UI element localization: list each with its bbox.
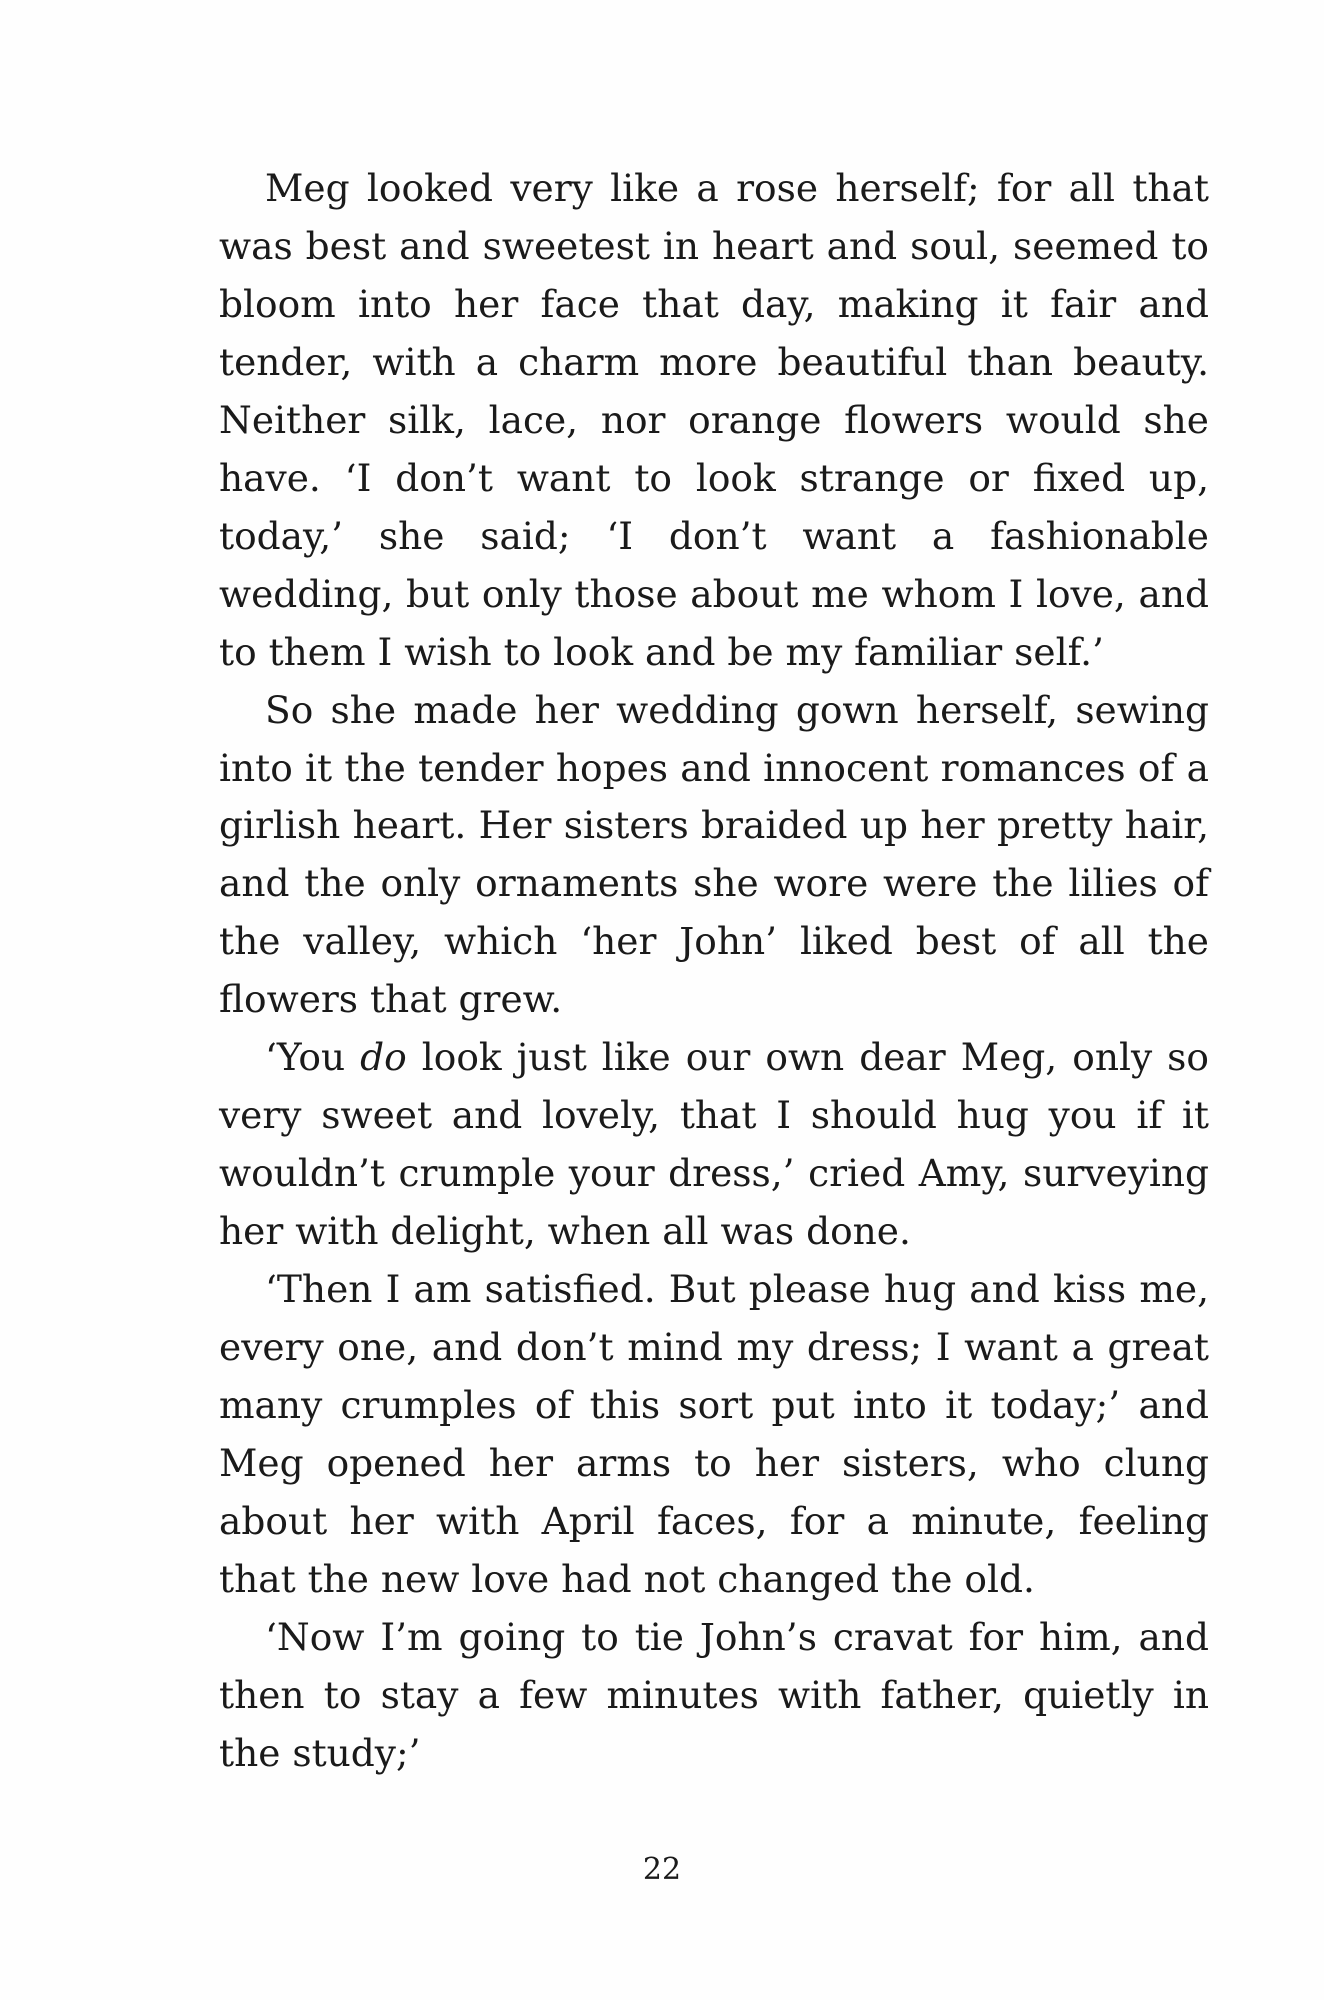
paragraph-3-after: look just like our own dear Meg, only so very sweet and lovely, that I should hug you if it wouldn’t crumple your dress,’ cried Amy, surveying her with delight, when all was done. [219, 1035, 1209, 1254]
paragraph-5: ‘Now I’m going to tie John’s cravat for him, and then to stay a few minutes with father, quietly in the study;’ [219, 1614, 1209, 1775]
paragraph-2: So she made her wedding gown herself, sewing into it the tender hopes and innocent romances of a girlish heart. Her sisters braided up her pretty hair, and the only ornaments she wore were the lilies of the valley, which ‘her John’ liked best of all the flowers that grew. [219, 687, 1209, 1022]
paragraph-3-emphasis: do [360, 1035, 407, 1080]
paragraph-4: ‘Then I am satisfied. But please hug and kiss me, every one, and don’t mind my dress; I want a great many crumples of this sort put into it today;’ and Meg opened her arms to her sisters, who clung about her with April faces, for a minute, feeling that the new love had not changed the old. [219, 1267, 1209, 1601]
body-text [219, 160, 1209, 1783]
page-number: 22 [642, 1852, 682, 1887]
paragraph-1: Meg looked very like a rose herself; for all that was best and sweetest in heart and soul, seemed to bloom into her face that day, making it fair and tender, with a charm more beautiful than beauty. Neither silk, lace, nor orange flowers would she have. ‘I don’t want to look strange or fixed up, today,’ she said; ‘I don’t want a fashionable wedding, but only those about me whom I love, and to them I wish to look and be my familiar self.’ [219, 166, 1209, 674]
paragraph-3-before: ‘You [265, 1035, 361, 1080]
paragraph-3 [219, 1029, 1209, 1261]
